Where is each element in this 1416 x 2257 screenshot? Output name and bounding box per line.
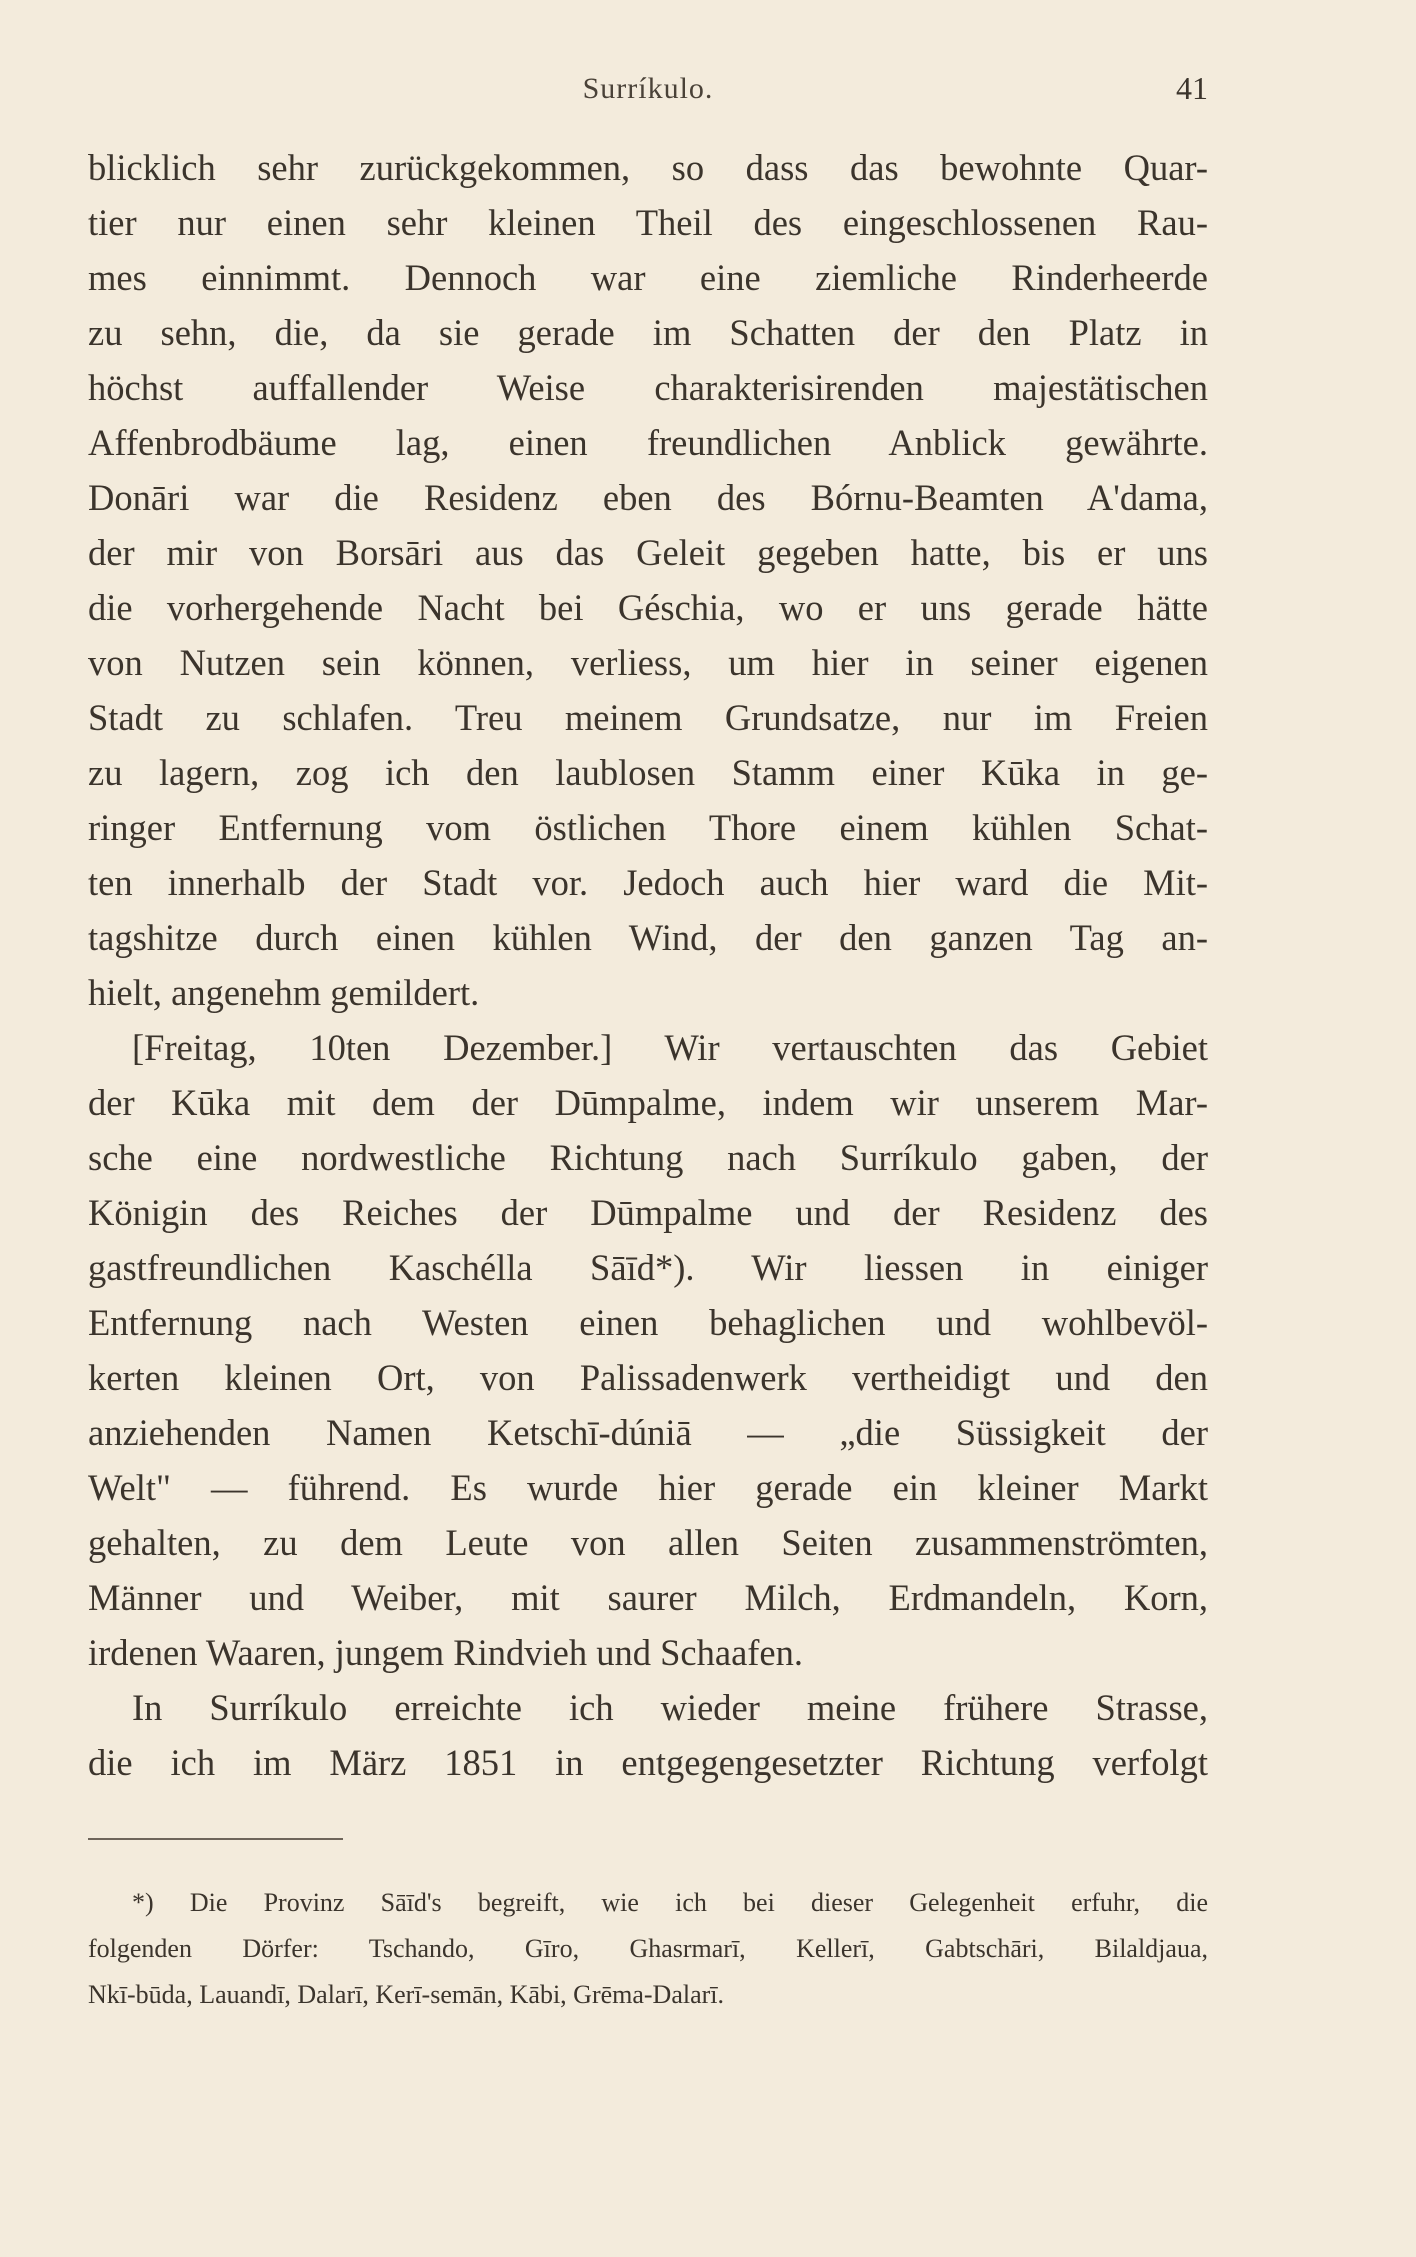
page-number: 41 bbox=[1176, 70, 1208, 106]
footnote-rule bbox=[88, 1838, 343, 1840]
text-line: [Freitag, 10ten Dezember.] Wir vertauschten das Gebiet bbox=[132, 1027, 1208, 1068]
body-text bbox=[88, 140, 1208, 1790]
text-line: höchst auffallender Weise charakterisirenden majestätischen bbox=[88, 367, 1208, 408]
text-line: der Kūka mit dem der Dūmpalme, indem wir unserem Mar- bbox=[88, 1082, 1208, 1123]
text-line: der mir von Borsāri aus das Geleit gegeben hatte, bis er uns bbox=[88, 532, 1208, 573]
text-line: anziehenden Namen Ketschī-dúniā — „die Süssigkeit der bbox=[88, 1412, 1208, 1453]
text-line: ringer Entfernung vom östlichen Thore einem kühlen Schat- bbox=[88, 807, 1208, 848]
text-line: mes einnimmt. Dennoch war eine ziemliche Rinderheerde bbox=[88, 257, 1208, 298]
text-line: Donāri war die Residenz eben des Bórnu-Beamten A'dama, bbox=[88, 477, 1208, 518]
text-line: Affenbrodbäume lag, einen freundlichen Anblick gewährte. bbox=[88, 422, 1208, 463]
text-line: blicklich sehr zurückgekommen, so dass das bewohnte Quar- bbox=[88, 147, 1208, 188]
running-head: Surríkulo. bbox=[582, 72, 714, 105]
text-line: gastfreundlichen Kaschélla Sāīd*). Wir liessen in einiger bbox=[88, 1247, 1208, 1288]
footnote-line: Nkī-būda, Lauandī, Dalarī, Kerī-semān, Kābi, Grēma-Dalarī. bbox=[88, 1980, 725, 2009]
text-line: Männer und Weiber, mit saurer Milch, Erdmandeln, Korn, bbox=[88, 1577, 1208, 1618]
text-line: zu sehn, die, da sie gerade im Schatten der den Platz in bbox=[88, 312, 1208, 353]
footnote-line: *) Die Provinz Sāīd's begreift, wie ich bei dieser Gelegenheit erfuhr, die bbox=[132, 1888, 1208, 1917]
text-line: von Nutzen sein können, verliess, um hier in seiner eigenen bbox=[88, 642, 1208, 683]
footnote bbox=[88, 1880, 1208, 2018]
text-line: irdenen Waaren, jungem Rindvieh und Schaafen. bbox=[88, 1632, 804, 1673]
text-line: tagshitze durch einen kühlen Wind, der den ganzen Tag an- bbox=[88, 917, 1208, 958]
text-line: Welt" — führend. Es wurde hier gerade ein kleiner Markt bbox=[88, 1467, 1208, 1508]
text-line: In Surríkulo erreichte ich wieder meine frühere Strasse, bbox=[132, 1687, 1208, 1728]
text-line: gehalten, zu dem Leute von allen Seiten zusammenströmten, bbox=[88, 1522, 1208, 1563]
text-line: die vorhergehende Nacht bei Géschia, wo er uns gerade hätte bbox=[88, 587, 1208, 628]
text-line: sche eine nordwestliche Richtung nach Surríkulo gaben, der bbox=[88, 1137, 1208, 1178]
text-line: die ich im März 1851 in entgegengesetzter Richtung verfolgt bbox=[88, 1742, 1208, 1783]
text-line: ten innerhalb der Stadt vor. Jedoch auch hier ward die Mit- bbox=[88, 862, 1208, 903]
page-header bbox=[88, 62, 1208, 112]
text-line: Königin des Reiches der Dūmpalme und der Residenz des bbox=[88, 1192, 1208, 1233]
text-line: Entfernung nach Westen einen behaglichen und wohlbevöl- bbox=[88, 1302, 1208, 1343]
text-line: tier nur einen sehr kleinen Theil des eingeschlossenen Rau- bbox=[88, 202, 1208, 243]
text-line: kerten kleinen Ort, von Palissadenwerk vertheidigt und den bbox=[88, 1357, 1208, 1398]
text-line: hielt, angenehm gemildert. bbox=[88, 972, 480, 1013]
footnote-line: folgenden Dörfer: Tschando, Gīro, Ghasrmarī, Kellerī, Gabtschāri, Bilaldjaua, bbox=[88, 1934, 1208, 1963]
text-line: Stadt zu schlafen. Treu meinem Grundsatze, nur im Freien bbox=[88, 697, 1208, 738]
text-line: zu lagern, zog ich den laublosen Stamm einer Kūka in ge- bbox=[88, 752, 1208, 793]
